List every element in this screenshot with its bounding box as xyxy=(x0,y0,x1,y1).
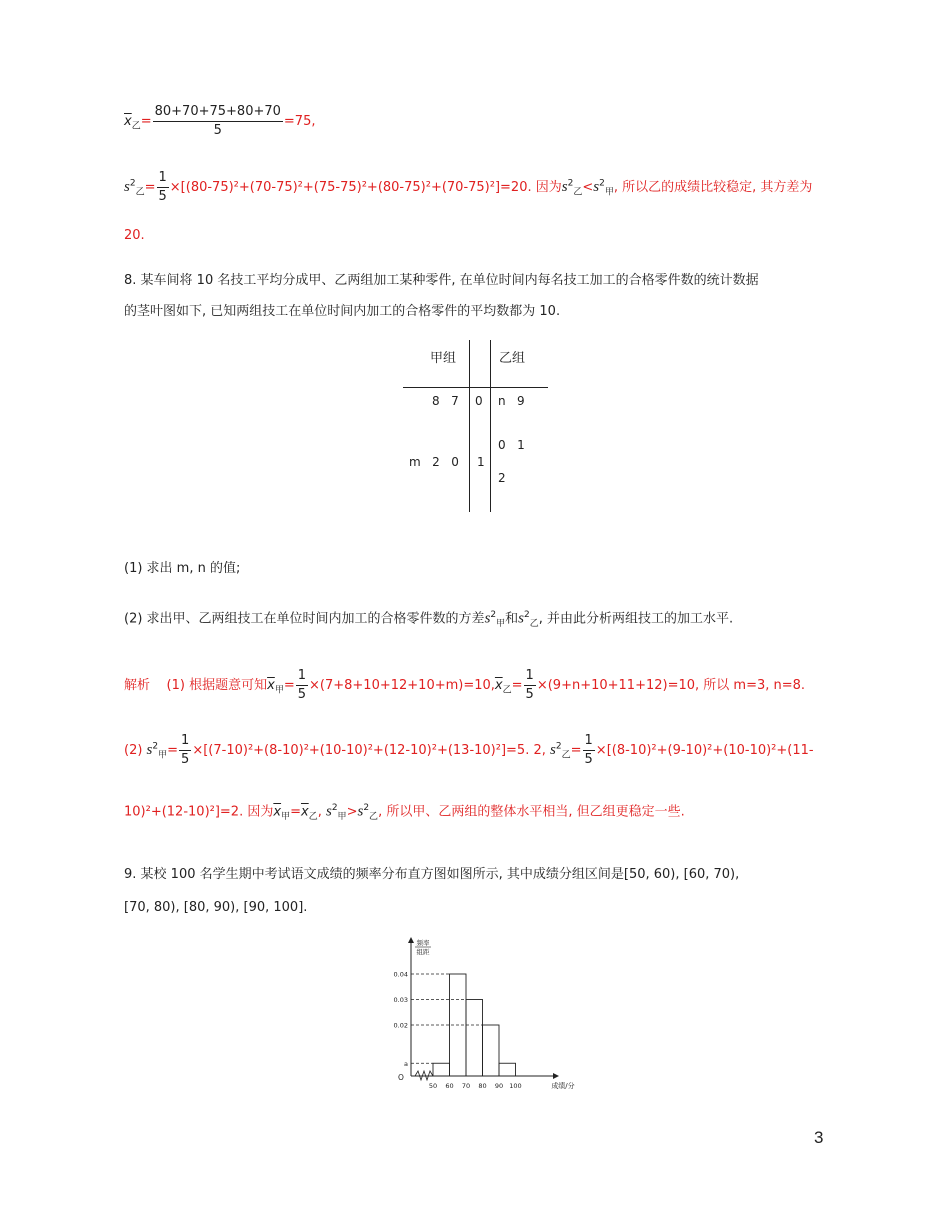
q9-line1: 9. 某校 100 名学生期中考试语文成绩的频率分布直方图如图所示, 其中成绩分组区间是[50, 60), [60, 70), xyxy=(124,867,740,882)
mean-symbol: $\overline{x}$ xyxy=(124,114,132,129)
row2-leaves-jia: m 2 0 xyxy=(409,455,459,469)
x-tick-50: 50 xyxy=(428,1082,438,1090)
bar-[50,60) xyxy=(433,1063,450,1076)
mean-fraction: $\frac{80+70+75+80+70}{5}$ xyxy=(154,104,281,138)
row1-leaves-jia: 8 7 xyxy=(432,394,459,408)
y-label-top: 频率 xyxy=(416,939,430,947)
mean-yi-line: $\overline{x}_乙=$ $\frac{80+70+75+80+70}{5}$ =75, xyxy=(124,104,316,138)
analysis-line3: 10)²+(12-10)²]=2. 因为$\overline{x}_甲=\overline{x}_乙$, $s^2_甲>s^2_乙$, 所以甲、乙两组的整体水平相当, 但乙组更稳定一些. xyxy=(124,803,685,822)
y-tick-0.02: 0.02 xyxy=(393,1021,408,1030)
variance-conclusion: , 所以乙的成绩比较稳定, 其方差为 xyxy=(613,180,813,195)
analysis-line1: 解析 (1) 根据题意可知$\overline{x}_甲=$ $\frac{1}{5}$ $\times(7+8+10+12+10+m)=10,\overline{x}_乙=$ $\frac{1}{5}$ ×(9+n+10+11+12)=10, 所以 m=3, n=8. xyxy=(124,668,806,702)
analysis-label: 解析 xyxy=(124,678,151,693)
variance-fraction: $\frac{1}{5}$ xyxy=(158,170,167,204)
mean-result: =75, xyxy=(283,114,316,129)
sub-yi: 乙 xyxy=(131,121,141,132)
row1-stem: 0 xyxy=(475,394,483,408)
bar-[70,80) xyxy=(466,1000,483,1077)
x-axis-arrow xyxy=(553,1073,559,1079)
variance-yi-line: $s^2_乙=$ $\frac{1}{5}$ ×[(80-75)²+(70-75)²+(75-75)²+(80-75)²+(70-75)²]=20. 因为$s^2_乙<s^2_甲$, 所以乙的成绩比较稳定, 其方差为 xyxy=(124,170,813,204)
stem-line-right xyxy=(490,340,491,512)
bar-[90,100] xyxy=(499,1063,516,1076)
y-tick-a: a xyxy=(404,1059,408,1068)
y-axis-arrow xyxy=(408,937,414,943)
bar-[80,90) xyxy=(483,1025,500,1076)
variance-expression: ×[(80-75)²+(70-75)²+(75-75)²+(80-75)²+(70-75)²]=20. 因为 xyxy=(169,180,562,195)
header-divider xyxy=(403,387,548,388)
stem-line-left xyxy=(469,340,470,512)
row1-leaves-yi: n 9 xyxy=(498,394,525,408)
q8-line2: 的茎叶图如下, 已知两组技工在单位时间内加工的合格零件的平均数都为 10. xyxy=(124,304,561,319)
y-tick-0.04: 0.04 xyxy=(393,970,408,979)
x-tick-70: 70 xyxy=(461,1082,471,1090)
y-label-bottom: 组距 xyxy=(416,948,430,956)
page-number: 3 xyxy=(814,1128,824,1147)
row2-leaves-yi-b: 2 xyxy=(498,471,506,485)
q8-part1: (1) 求出 m, n 的值; xyxy=(124,561,241,576)
header-yi: 乙组 xyxy=(499,351,526,366)
analysis-line2: (2) $s^2_甲=$ $\frac{1}{5}$ ×[(7-10)²+(8-10)²+(10-10)²+(12-10)²+(13-10)²]=5. 2, $s^2_乙=$ $\frac{1}{5}$ ×[(8-10)²+(9-10)²+(10-10)²+(11- xyxy=(124,733,814,767)
q9-line2: [70, 80), [80, 90), [90, 100]. xyxy=(124,900,308,915)
header-jia: 甲组 xyxy=(430,351,457,366)
q8-part2: (2) 求出甲、乙两组技工在单位时间内加工的合格零件数的方差$s^2_甲$和$s^2_乙$, 并由此分析两组技工的加工水平. xyxy=(124,610,734,629)
q8-line1: 8. 某车间将 10 名技工平均分成甲、乙两组加工某种零件, 在单位时间内每名技工加工的合格零件数的统计数据 xyxy=(124,273,759,288)
row2-stem: 1 xyxy=(477,455,485,469)
row2-leaves-yi-a: 0 1 xyxy=(498,438,525,452)
variance-value: 20. xyxy=(124,228,145,243)
y-tick-0.03: 0.03 xyxy=(393,996,408,1004)
x-tick-80: 80 xyxy=(478,1082,487,1090)
x-axis-label: 成绩/分 xyxy=(551,1082,575,1090)
x-tick-60: 60 xyxy=(445,1082,454,1090)
x-tick-90: 90 xyxy=(494,1082,504,1090)
frequency-histogram xyxy=(385,933,585,1093)
origin-label: O xyxy=(398,1073,404,1082)
x-tick-100: 100 xyxy=(509,1082,522,1090)
stem-leaf-plot xyxy=(403,340,548,515)
